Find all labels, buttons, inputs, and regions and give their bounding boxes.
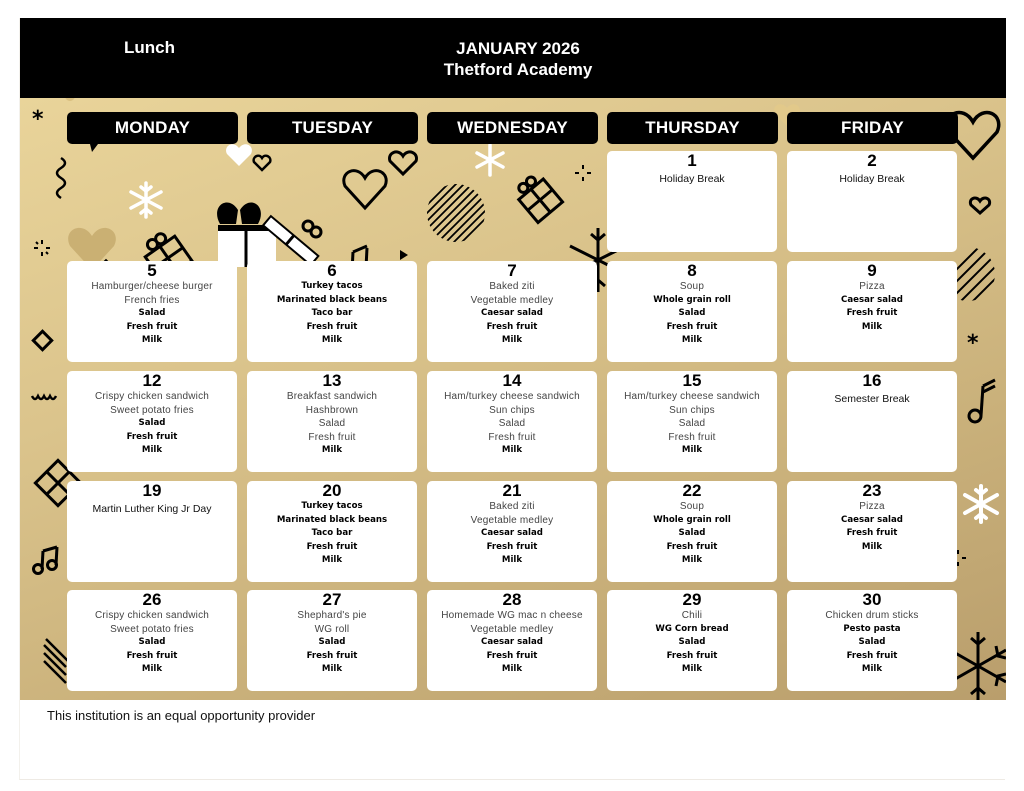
menu-item: Milk [681, 555, 703, 565]
day-cell [787, 590, 957, 691]
date-number: 1 [687, 151, 697, 170]
menu-item: Fresh fruit [666, 321, 718, 332]
menu-item: Milk [321, 445, 343, 455]
footer-note: This institution is an equal opportunity provider [47, 708, 316, 723]
meal-label: Lunch [124, 38, 175, 57]
menu-items [67, 280, 237, 348]
menu-item: Caesar salad [841, 514, 903, 525]
date-number: 13 [322, 371, 342, 390]
day-cell [67, 481, 237, 582]
menu-items [607, 500, 777, 568]
sparkle-icon [575, 165, 591, 181]
menu-items [787, 280, 957, 334]
menu-item: Pizza [859, 501, 885, 512]
menu-item: Caesar salad [841, 294, 903, 305]
menu-item: Pizza [859, 281, 885, 292]
day-note: Holiday Break [839, 173, 905, 185]
menu-item: Fresh fruit [486, 650, 538, 661]
menu-item: Chili [681, 610, 703, 621]
date-number: 23 [862, 481, 882, 500]
page-title [20, 38, 1006, 80]
day-cell [607, 371, 777, 472]
day-note: Martin Luther King Jr Day [92, 503, 212, 515]
menu-item: Sun chips [669, 404, 715, 416]
menu-item: Milk [861, 541, 883, 552]
day-note: Semester Break [834, 393, 910, 405]
menu-item: Crispy chicken sandwich [94, 610, 210, 621]
menu-item: Fresh fruit [668, 431, 716, 443]
menu-item: Milk [321, 335, 343, 345]
menu-item: Milk [141, 335, 163, 345]
day-header-wednesday: WEDNESDAY [427, 112, 598, 144]
menu-items [427, 500, 597, 568]
day-header-tuesday: TUESDAY [247, 112, 418, 144]
menu-item: Salad [678, 418, 706, 429]
day-cell [787, 151, 957, 252]
date-number: 12 [142, 371, 162, 390]
day-cell [607, 261, 777, 362]
menu-item: Taco bar [311, 528, 353, 538]
menu-item: Fresh fruit [488, 431, 536, 443]
menu-page [19, 18, 1005, 780]
menu-item: WG Corn bread [655, 623, 729, 634]
day-cell [247, 371, 417, 472]
menu-item: Chicken drum sticks [825, 610, 919, 621]
heart-icon [389, 152, 416, 174]
menu-item: Vegetable medley [470, 623, 554, 635]
speech-tail-icon [90, 144, 98, 152]
header-bar [20, 18, 1006, 98]
sparkle-icon [34, 240, 50, 256]
gift-icon [512, 171, 563, 223]
date-number: 28 [502, 590, 522, 609]
menu-item: Fresh fruit [846, 308, 898, 318]
menu-item: WG roll [314, 623, 350, 635]
menu-item: Hamburger/cheese burger [91, 281, 213, 292]
snowflake-icon [965, 486, 997, 522]
menu-item: Turkey tacos [301, 501, 363, 511]
menu-item: Soup [679, 501, 705, 512]
menu-item: Milk [501, 664, 523, 674]
date-number: 7 [507, 261, 517, 280]
day-note: Holiday Break [659, 173, 725, 185]
menu-item: Whole grain roll [653, 514, 731, 525]
menu-item: Hashbrown [305, 404, 359, 416]
heart-icon [970, 198, 989, 213]
day-cell [67, 371, 237, 472]
menu-item: Milk [861, 664, 883, 674]
menu-item: Salad [318, 418, 346, 429]
menu-item: Salad [318, 637, 346, 647]
menu-item: Milk [501, 335, 523, 345]
striped-circle-icon [420, 178, 508, 264]
menu-item: Milk [681, 445, 703, 455]
day-cell [247, 590, 417, 691]
menu-item: Shephard's pie [297, 610, 367, 621]
calendar-area [20, 98, 1006, 700]
date-number: 14 [502, 371, 522, 390]
menu-item: Salad [678, 637, 706, 647]
day-cell [787, 481, 957, 582]
menu-item: Caesar salad [481, 637, 543, 647]
menu-item: Fresh fruit [666, 650, 718, 661]
day-cell [247, 261, 417, 362]
menu-item: Fresh fruit [306, 321, 358, 332]
menu-item: Sweet potato fries [110, 623, 194, 635]
menu-item: Salad [678, 308, 706, 318]
date-number: 8 [687, 261, 697, 280]
menu-item: Fresh fruit [486, 541, 538, 552]
menu-item: Homemade WG mac n cheese [441, 610, 583, 621]
menu-items [787, 609, 957, 677]
menu-item: Fresh fruit [126, 431, 178, 442]
date-number: 21 [502, 481, 522, 500]
menu-items [67, 390, 237, 458]
menu-items [247, 500, 417, 568]
diamond-icon [33, 331, 51, 349]
date-number: 9 [867, 261, 877, 280]
month-title: JANUARY 2026 [456, 39, 580, 58]
date-number: 27 [322, 590, 342, 609]
menu-item: Crispy chicken sandwich [94, 391, 210, 402]
music-note-icon [34, 547, 58, 574]
heart-icon [254, 156, 271, 170]
day-cell [67, 590, 237, 691]
asterisk-icon: * [32, 107, 44, 132]
menu-item: Soup [679, 281, 705, 292]
zigzag-icon [57, 158, 65, 198]
day-cell [607, 151, 777, 252]
menu-item: Fresh fruit [126, 321, 178, 332]
day-header-friday: FRIDAY [787, 112, 958, 144]
menu-item: Milk [321, 664, 343, 674]
menu-item: Fresh fruit [308, 431, 356, 443]
day-cell [787, 371, 957, 472]
flower-icon [59, 98, 81, 101]
menu-items [247, 280, 417, 348]
menu-item: Milk [501, 445, 523, 455]
day-cell [427, 371, 597, 472]
menu-item: Sweet potato fries [110, 404, 194, 416]
menu-item: Fresh fruit [306, 650, 358, 661]
menu-item: Salad [858, 637, 886, 647]
date-number: 22 [682, 481, 702, 500]
menu-item: Marinated black beans [276, 514, 388, 525]
heart-icon [226, 144, 252, 166]
menu-item: Fresh fruit [126, 650, 178, 661]
date-number: 6 [327, 261, 337, 280]
menu-item: Fresh fruit [486, 321, 538, 332]
day-cell [607, 481, 777, 582]
menu-item: Pesto pasta [843, 623, 901, 634]
menu-item: French fries [124, 294, 180, 306]
menu-items [247, 390, 417, 458]
day-cell [607, 590, 777, 691]
menu-item: Ham/turkey cheese sandwich [444, 391, 580, 402]
menu-items [427, 609, 597, 677]
menu-item: Fresh fruit [666, 541, 718, 552]
date-number: 20 [322, 481, 342, 500]
menu-item: Baked ziti [489, 281, 535, 292]
day-cell [787, 261, 957, 362]
gift-icon [217, 203, 321, 267]
day-cell [67, 261, 237, 362]
menu-item: Milk [681, 335, 703, 345]
snowflake-icon [950, 632, 1006, 700]
date-number: 29 [682, 590, 702, 609]
menu-items [247, 609, 417, 677]
menu-items [67, 609, 237, 677]
menu-item: Vegetable medley [470, 514, 554, 526]
menu-item: Milk [861, 321, 883, 332]
menu-items [607, 280, 777, 348]
date-number: 26 [142, 590, 162, 609]
menu-item: Caesar salad [481, 528, 543, 538]
date-number: 2 [867, 151, 877, 170]
date-number: 5 [147, 261, 157, 280]
school-name: Thetford Academy [443, 60, 593, 79]
zigzag-icon [32, 396, 56, 399]
day-cell [427, 261, 597, 362]
menu-item: Ham/turkey cheese sandwich [624, 391, 760, 402]
day-header-monday: MONDAY [67, 112, 238, 144]
menu-item: Salad [678, 528, 706, 538]
date-number: 30 [862, 590, 882, 609]
menu-item: Salad [498, 418, 526, 429]
menu-item: Salad [138, 637, 166, 647]
menu-item: Fresh fruit [846, 528, 898, 538]
menu-items [607, 609, 777, 677]
menu-item: Turkey tacos [301, 281, 363, 291]
day-cell [247, 481, 417, 582]
heart-icon [344, 171, 386, 208]
menu-item: Sun chips [489, 404, 535, 416]
menu-item: Marinated black beans [276, 294, 388, 305]
date-number: 19 [142, 481, 162, 500]
menu-item: Milk [141, 664, 163, 674]
menu-item: Caesar salad [481, 308, 543, 318]
stripes-icon [44, 639, 68, 683]
menu-item: Fresh fruit [306, 541, 358, 552]
day-header-thursday: THURSDAY [607, 112, 778, 144]
menu-item: Whole grain roll [653, 294, 731, 305]
day-cell [427, 481, 597, 582]
date-number: 15 [682, 371, 702, 390]
menu-item: Vegetable medley [470, 294, 554, 306]
asterisk-icon: * [967, 331, 979, 356]
menu-item: Fresh fruit [846, 650, 898, 661]
menu-item: Milk [141, 445, 163, 455]
date-number: 16 [862, 371, 882, 390]
menu-item: Milk [321, 555, 343, 565]
snowflake-icon [477, 145, 503, 175]
menu-item: Salad [138, 308, 166, 318]
menu-items [787, 500, 957, 554]
music-note-icon [969, 380, 995, 422]
menu-items [427, 390, 597, 458]
menu-item: Milk [681, 664, 703, 674]
menu-item: Taco bar [311, 308, 353, 318]
menu-item: Milk [501, 555, 523, 565]
snowflake-icon [131, 183, 161, 217]
day-cell [427, 590, 597, 691]
triangle-icon [400, 250, 408, 260]
menu-items [427, 280, 597, 348]
menu-item: Baked ziti [489, 501, 535, 512]
menu-item: Breakfast sandwich [286, 391, 378, 402]
menu-items [607, 390, 777, 458]
menu-item: Salad [138, 418, 166, 428]
